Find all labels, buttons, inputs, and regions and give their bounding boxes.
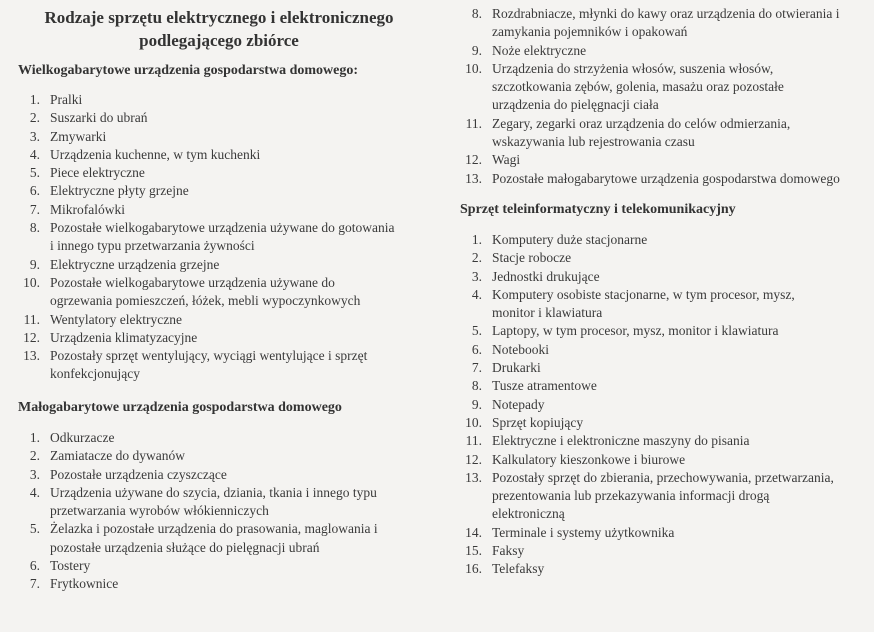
list-item-number: 11.	[23, 311, 40, 327]
list-item-number: 8.	[471, 6, 482, 21]
list-item	[448, 341, 872, 359]
list-item	[448, 5, 872, 42]
list-item-number: 13.	[465, 469, 482, 485]
list-item-number: 1.	[471, 232, 482, 247]
list-item	[448, 322, 872, 340]
list-item-text: Notepady	[492, 396, 545, 412]
list-item-text: Odkurzacze	[50, 430, 115, 445]
list-item-number: 11.	[465, 433, 482, 449]
list-item-text: zamykania pojemników i opakowań	[492, 24, 688, 40]
list-item-number: 5.	[29, 165, 40, 181]
list-item-text: Zegary, zegarki oraz urządzenia do celów odmierzania,	[492, 115, 791, 131]
list-item	[6, 466, 436, 484]
list-item-number: 11.	[465, 115, 482, 131]
list-item	[6, 219, 436, 256]
list-item-number: 7.	[29, 576, 40, 592]
list-item-number: 6.	[29, 558, 40, 574]
list-item-text: Suszarki do ubrań	[50, 110, 148, 126]
list-item-number: 9.	[29, 256, 40, 272]
list-item	[448, 469, 872, 524]
list-item	[448, 60, 872, 115]
list-item-text: Pozostały sprzęt wentylujący, wyciągi wentylujące i sprzęt	[50, 348, 368, 364]
list-item	[6, 347, 436, 384]
list-item-number: 1.	[29, 430, 40, 445]
list-item-text: Notebooki	[492, 341, 549, 357]
list-item	[448, 170, 872, 188]
list-item-text: Pralki	[50, 92, 83, 107]
list-item-text: Drukarki	[492, 360, 541, 376]
list-item-text: Terminale i systemy użytkownika	[492, 524, 675, 540]
list-item-number: 9.	[471, 42, 482, 58]
list-item-number: 2.	[29, 110, 40, 126]
list-item-text: Stacje robocze	[492, 250, 572, 266]
list-item-number: 12.	[465, 451, 482, 467]
list-item	[6, 128, 436, 146]
list-item-text: szczotkowania zębów, golenia, masażu oraz pozostałe	[492, 79, 784, 95]
list-item-number: 13.	[465, 170, 482, 186]
list-item-text: Urządzenia używane do szycia, dziania, tkania i innego typu	[50, 484, 377, 500]
list-item	[448, 115, 872, 152]
list-item	[6, 201, 436, 219]
list-item-number: 4.	[471, 286, 482, 302]
list-item-number: 7.	[471, 360, 482, 376]
list-item-number: 3.	[471, 268, 482, 284]
list-item-text: Wagi	[492, 152, 521, 168]
list-item-text: monitor i klawiatura	[492, 305, 603, 321]
list-item	[6, 311, 436, 329]
list-item-text: urządzenia do pielęgnacji ciała	[492, 97, 659, 113]
list-item-number: 12.	[23, 329, 40, 345]
section-heading-it-telecom: Sprzęt teleinformatyczny i telekomunikacyjny	[460, 202, 736, 217]
list-item	[6, 164, 436, 182]
list-item-text: Piece elektryczne	[50, 165, 145, 181]
list-item	[448, 560, 872, 578]
list-item	[448, 377, 872, 395]
list-item	[448, 396, 872, 414]
list-small-appliances-continued	[448, 5, 872, 188]
title-line-1: Rodzaje sprzętu elektrycznego i elektronicznego	[44, 8, 394, 27]
list-item	[6, 520, 436, 557]
list-item-text: Elektryczne urządzenia grzejne	[50, 256, 220, 272]
list-item	[448, 524, 872, 542]
list-item-number: 10.	[23, 274, 40, 290]
list-item	[6, 329, 436, 347]
list-item-number: 16.	[465, 561, 482, 577]
list-item-text: Frytkownice	[50, 576, 119, 592]
list-item	[448, 451, 872, 469]
list-item	[448, 432, 872, 450]
list-item	[448, 359, 872, 377]
list-item-number: 15.	[465, 543, 482, 559]
list-item-text: Elektryczne płyty grzejne	[50, 183, 189, 199]
list-item	[448, 414, 872, 432]
list-large-appliances	[6, 91, 436, 384]
list-item-number: 2.	[471, 250, 482, 266]
list-item	[6, 182, 436, 200]
title-line-2: podlegającego zbiórce	[139, 31, 299, 50]
list-item-number: 14.	[465, 524, 482, 540]
list-item-text: Zamiatacze do dywanów	[50, 448, 185, 464]
list-item	[6, 274, 436, 311]
list-item-number: 10.	[465, 60, 482, 76]
list-item	[6, 146, 436, 164]
list-item-text: Pozostałe małogabarytowe urządzenia gospodarstwa domowego	[492, 170, 840, 186]
list-item-text: przetwarzania wyrobów włókienniczych	[50, 503, 269, 519]
list-item-number: 8.	[471, 378, 482, 394]
list-item-text: Zmywarki	[50, 128, 107, 144]
document-title	[18, 6, 420, 52]
list-item-text: Pozostały sprzęt do zbierania, przechowywania, przetwarzania,	[492, 469, 834, 485]
list-item-number: 4.	[29, 146, 40, 162]
section-heading-large-appliances: Wielkogabarytowe urządzenia gospodarstwa domowego:	[18, 63, 359, 78]
list-item-text: Telefaksy	[492, 561, 545, 577]
list-item-number: 5.	[471, 323, 482, 339]
list-item-text: Komputery osobiste stacjonarne, w tym procesor, mysz,	[492, 286, 795, 302]
list-item-text: Tusze atramentowe	[492, 378, 597, 394]
list-item-number: 12.	[465, 152, 482, 168]
list-item	[6, 91, 436, 109]
list-item-text: Sprzęt kopiujący	[492, 414, 584, 430]
list-item-text: Pozostałe urządzenia czyszczące	[50, 466, 227, 482]
list-item	[6, 447, 436, 465]
list-item-number: 5.	[29, 521, 40, 537]
list-item-number: 2.	[29, 448, 40, 464]
list-item-text: Komputery duże stacjonarne	[492, 232, 648, 247]
list-item	[6, 429, 436, 447]
list-item	[6, 109, 436, 127]
list-item-text: Jednostki drukujące	[492, 268, 600, 284]
list-item-text: Wentylatory elektryczne	[50, 311, 182, 327]
list-item	[6, 484, 436, 521]
list-item	[448, 542, 872, 560]
list-item-number: 3.	[29, 128, 40, 144]
list-item	[448, 42, 872, 60]
list-item-number: 10.	[465, 414, 482, 430]
list-item	[448, 249, 872, 267]
list-item	[448, 286, 872, 323]
list-item-text: Urządzenia do strzyżenia włosów, suszenia włosów,	[492, 60, 774, 76]
list-item	[448, 231, 872, 249]
list-item-text: Tostery	[50, 558, 91, 574]
list-item-number: 8.	[29, 220, 40, 236]
list-item	[6, 256, 436, 274]
list-item-text: elektroniczną	[492, 506, 565, 522]
list-item-number: 13.	[23, 348, 40, 364]
list-item-text: Urządzenia kuchenne, w tym kuchenki	[50, 146, 261, 162]
list-item-number: 9.	[471, 396, 482, 412]
list-item	[6, 557, 436, 575]
list-small-appliances	[6, 429, 436, 594]
list-item-number: 3.	[29, 466, 40, 482]
list-item-number: 4.	[29, 484, 40, 500]
list-item-text: Mikrofalówki	[50, 201, 125, 217]
list-item	[448, 151, 872, 169]
list-item-text: Pozostałe wielkogabarytowe urządzenia używane do gotowania	[50, 220, 395, 236]
list-item	[448, 268, 872, 286]
list-item-number: 7.	[29, 201, 40, 217]
list-item-text: Noże elektryczne	[492, 42, 587, 58]
list-item-text: Faksy	[492, 543, 525, 559]
list-item-text: Urządzenia klimatyzacyjne	[50, 329, 198, 345]
list-item-text: prezentowania lub przekazywania informacji drogą	[492, 488, 770, 504]
list-item-text: Pozostałe wielkogabarytowe urządzenia używane do	[50, 274, 335, 290]
list-item-text: pozostałe urządzenia służące do pielęgnacji ubrań	[50, 539, 320, 555]
list-item-text: Rozdrabniacze, młynki do kawy oraz urządzenia do otwierania i	[492, 6, 840, 21]
list-item-text: konfekcjonujący	[50, 366, 140, 382]
list-item-text: ogrzewania pomieszczeń, łóżek, mebli wypoczynkowych	[50, 293, 361, 309]
list-item	[6, 575, 436, 593]
list-item-text: Żelazka i pozostałe urządzenia do prasowania, maglowania i	[50, 521, 378, 537]
list-item-text: Laptopy, w tym procesor, mysz, monitor i klawiatura	[492, 323, 779, 339]
list-item-number: 1.	[29, 92, 40, 107]
list-item-number: 6.	[29, 183, 40, 199]
section-heading-small-appliances: Małogabarytowe urządzenia gospodarstwa domowego	[18, 400, 342, 415]
list-item-text: Kalkulatory kieszonkowe i biurowe	[492, 451, 686, 467]
list-item-text: Elektryczne i elektroniczne maszyny do pisania	[492, 433, 750, 449]
list-item-text: wskazywania lub rejestrowania czasu	[492, 134, 695, 150]
list-item-number: 6.	[471, 341, 482, 357]
list-it-telecom	[448, 231, 872, 579]
list-item-text: i innego typu przetwarzania żywności	[50, 238, 255, 254]
